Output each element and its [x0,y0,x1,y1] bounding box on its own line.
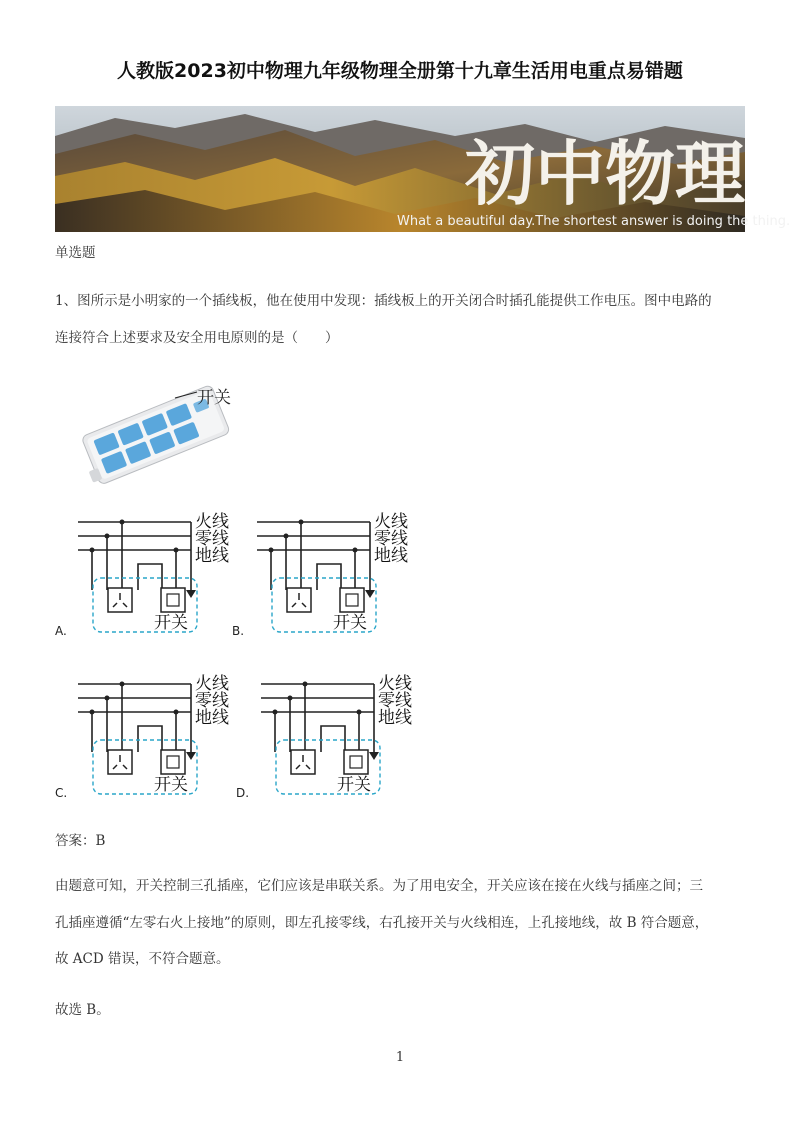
neutral-wire-label: 零线 [195,529,229,549]
live-wire-label: 火线 [195,512,229,532]
explanation-line-2: 孔插座遵循“左零右火上接地”的原则，即左孔接零线，右孔接开关与火线相连，上孔接地线，故 B 符合题意， [55,914,709,931]
power-strip-switch-label: 开关 [197,388,231,408]
neutral-wire-label: 零线 [195,691,229,711]
conclusion-text: 故选 B。 [55,1002,110,1018]
question-text [55,283,745,356]
document-title: 人教版2023初中物理九年级物理全册第十九章生活用电重点易错题 [117,60,683,82]
neutral-wire-label: 零线 [378,691,412,711]
explanation-line-1: 由题意可知，开关控制三孔插座，它们应该是串联关系。为了用电安全，开关应该在接在火线与插座之间；三 [55,878,703,894]
option-b-label: B. [232,624,245,638]
switch-label: 开关 [333,613,367,633]
question-line-1: 1、图所示是小明家的一个插线板，他在使用中发现：插线板上的开关闭合时插孔能提供工作电压。图中电路的 [55,293,712,309]
section-heading: 单选题 [55,245,96,261]
ground-wire-label: 地线 [378,708,412,728]
page-number: 1 [395,1050,405,1065]
option-d-label: D. [236,786,250,800]
arrow-icon [369,752,379,760]
question-line-2: 连接符合上述要求及安全用电原则的是（ ） [55,329,339,346]
banner-subtitle-text: What a beautiful day.The shortest answer is doing the thing. [397,214,791,229]
explanation-text [55,868,745,978]
option-a-label: A. [55,624,67,638]
live-wire-label: 火线 [378,674,412,694]
neutral-wire-label: 零线 [374,529,408,549]
option-d-circuit [261,670,421,798]
option-c-circuit [78,670,238,798]
switch-label: 开关 [154,775,188,795]
arrow-icon [186,752,196,760]
arrow-icon [365,590,375,598]
ground-wire-label: 地线 [195,708,229,728]
option-c-label: C. [55,786,68,800]
arrow-icon [186,590,196,598]
switch-label: 开关 [337,775,371,795]
option-a-circuit [78,508,238,636]
mountain-landscape-image [55,106,791,232]
ground-wire-label: 地线 [195,546,229,566]
explanation-line-3: 故 ACD 错误，不符合题意。 [55,951,230,967]
live-wire-label: 火线 [374,512,408,532]
live-wire-label: 火线 [195,674,229,694]
option-b-circuit [257,508,417,636]
switch-label: 开关 [154,613,188,633]
ground-wire-label: 地线 [374,546,408,566]
answer-text: 答案：B [55,833,106,849]
banner-image [55,106,791,232]
banner-title-text: 初中物理 [465,132,745,215]
